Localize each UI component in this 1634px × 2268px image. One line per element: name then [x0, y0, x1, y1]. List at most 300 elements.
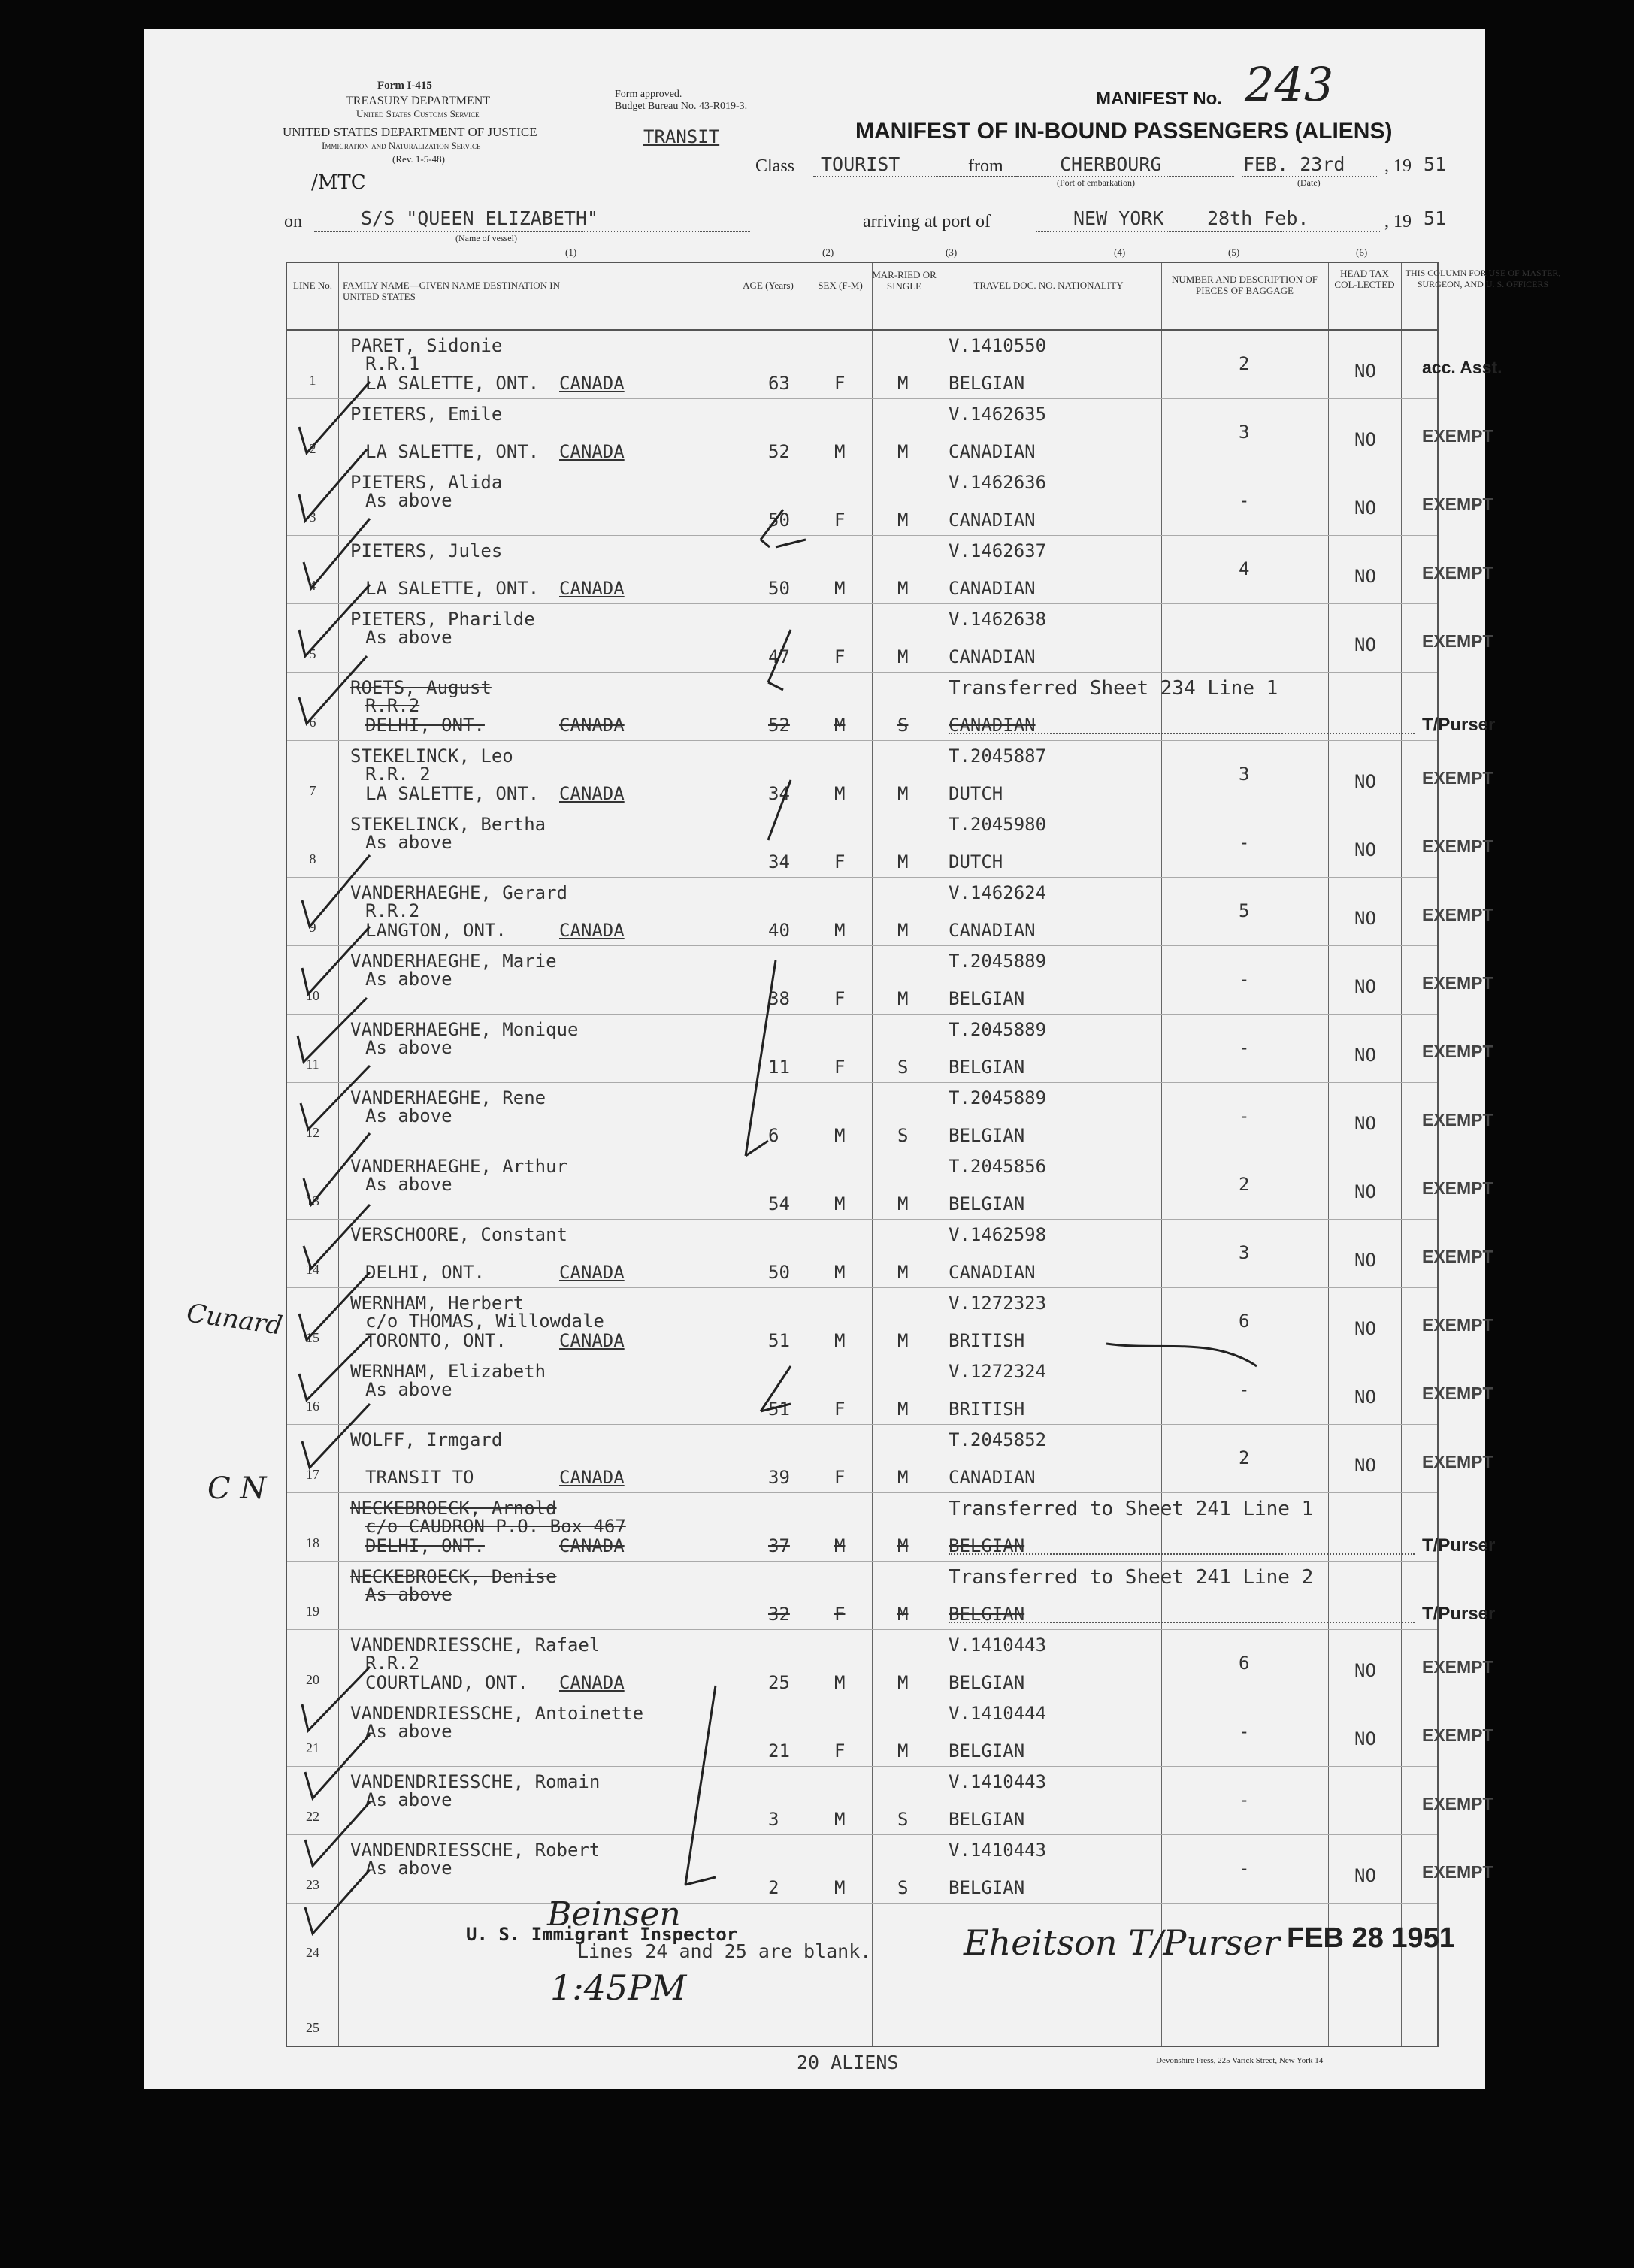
col-num-5: (5)	[1228, 246, 1240, 258]
travel-doc: V.1410443	[949, 1634, 1047, 1656]
ins-service: Immigration and Naturalization Service	[322, 140, 481, 151]
baggage-count: -	[1239, 832, 1250, 853]
baggage-count: 4	[1239, 558, 1250, 579]
line-number-25: 25	[306, 2020, 319, 2035]
nationality: DUTCH	[949, 851, 1003, 872]
marital-status: M	[897, 1467, 909, 1488]
nationality: CANADIAN	[949, 578, 1036, 599]
marital-status: M	[897, 988, 909, 1009]
inspection-time: 1:45PM	[550, 1967, 687, 2008]
travel-doc: V.1410443	[949, 1840, 1047, 1861]
arrival-date: 28th Feb.	[1207, 207, 1309, 229]
marital-status: M	[897, 783, 909, 804]
officer-note: EXEMPT	[1422, 1725, 1493, 1745]
baggage-count: 6	[1239, 1653, 1250, 1674]
col-header-married: MAR-RIED OR SINGLE	[872, 269, 937, 292]
destination-country: CANADA	[559, 715, 625, 736]
customs-service: United States Customs Service	[356, 108, 480, 119]
address-line-1: As above	[365, 627, 452, 648]
baggage-count: -	[1239, 1379, 1250, 1400]
officer-note: EXEMPT	[1422, 426, 1493, 446]
travel-doc: V.1462638	[949, 609, 1047, 630]
age: 50	[768, 578, 790, 599]
head-tax: NO	[1354, 429, 1376, 450]
head-tax: NO	[1354, 1728, 1376, 1749]
transit-label: TRANSIT	[643, 126, 720, 147]
passenger-name: VANDERHAEGHE, Gerard	[350, 882, 567, 903]
arrival-port: NEW YORK	[1073, 207, 1164, 229]
baggage-count: 2	[1239, 1447, 1250, 1468]
marital-status: S	[897, 1877, 909, 1898]
line-number: 19	[306, 1604, 319, 1619]
travel-doc: V.1272323	[949, 1293, 1047, 1314]
immigrant-inspector: U. S. Immigrant Inspector	[466, 1924, 738, 1945]
passenger-name: NECKEBROECK, Denise	[350, 1566, 557, 1587]
nationality: BELGIAN	[949, 1125, 1025, 1146]
nationality: BELGIAN	[949, 1809, 1025, 1830]
manifest-title: MANIFEST OF IN-BOUND PASSENGERS (ALIENS)	[855, 119, 1393, 144]
form-approved: Form approved.	[615, 89, 682, 100]
nationality: BELGIAN	[949, 1193, 1025, 1214]
address-line-1: As above	[365, 1379, 452, 1400]
manifest-page	[144, 29, 1561, 2089]
address-line-1: R.R.2	[365, 1653, 420, 1674]
col-num-2: (2)	[822, 246, 834, 258]
travel-doc: T.2045856	[949, 1156, 1047, 1177]
officer-note: acc. Asst.	[1422, 358, 1502, 377]
passenger-name: VANDERHAEGHE, Arthur	[350, 1156, 567, 1177]
col-header-travel-doc: TRAVEL DOC. NO. NATIONALITY	[973, 280, 1124, 291]
travel-doc: V.1462636	[949, 472, 1047, 493]
address-line-2: LA SALETTE, ONT.	[365, 783, 540, 804]
address-line-1: As above	[365, 1584, 452, 1605]
line-number: 18	[306, 1535, 319, 1550]
passenger-name: WERNHAM, Herbert	[350, 1293, 525, 1314]
nationality: BELGIAN	[949, 1535, 1025, 1556]
travel-doc: T.2045889	[949, 1019, 1047, 1040]
head-tax: NO	[1354, 1387, 1376, 1408]
baggage-count: 5	[1239, 900, 1250, 921]
age: 51	[768, 1330, 790, 1351]
officer-note: EXEMPT	[1422, 1657, 1493, 1677]
baggage-count: -	[1239, 1105, 1250, 1126]
address-line-2: COURTLAND, ONT.	[365, 1672, 528, 1693]
line-number: 11	[306, 1057, 319, 1072]
line-number: 1	[309, 373, 316, 388]
age: 34	[768, 851, 790, 872]
marital-status: M	[897, 441, 909, 462]
passenger-name: PIETERS, Emile	[350, 404, 503, 425]
travel-doc: Transferred to Sheet 241 Line 1	[949, 1498, 1314, 1520]
officer-note: EXEMPT	[1422, 1247, 1493, 1266]
travel-doc: V.1462637	[949, 540, 1047, 561]
travel-doc: T.2045889	[949, 951, 1047, 972]
officer-note: EXEMPT	[1422, 1862, 1493, 1882]
marital-status: M	[897, 851, 909, 872]
address-line-1: As above	[365, 1174, 452, 1195]
baggage-count: -	[1239, 490, 1250, 511]
baggage-count: -	[1239, 1858, 1250, 1879]
head-tax: NO	[1354, 1113, 1376, 1134]
col-header-line: LINE No.	[293, 280, 332, 291]
marital-status: M	[897, 920, 909, 941]
age: 40	[768, 920, 790, 941]
age: 63	[768, 373, 790, 394]
head-tax: NO	[1354, 566, 1376, 587]
marital-status: M	[897, 1399, 909, 1420]
baggage-count: -	[1239, 1037, 1250, 1058]
travel-doc: T.2045889	[949, 1087, 1047, 1108]
arrival-year: 51	[1424, 207, 1447, 229]
age: 51	[768, 1399, 790, 1420]
officer-note: EXEMPT	[1422, 905, 1493, 924]
line-number: 21	[306, 1740, 319, 1755]
age: 37	[768, 1535, 790, 1556]
sex: F	[834, 1399, 846, 1420]
baggage-count: 3	[1239, 1242, 1250, 1263]
line-number: 20	[306, 1672, 319, 1687]
justice-dept: UNITED STATES DEPARTMENT OF JUSTICE	[283, 125, 537, 139]
marital-status: M	[897, 1672, 909, 1693]
passenger-name: VANDENDRIESSCHE, Rafael	[350, 1634, 601, 1656]
address-line-2: TORONTO, ONT.	[365, 1330, 507, 1351]
address-line-1: As above	[365, 490, 452, 511]
margin-note-cunard: Cunard	[184, 1298, 285, 1341]
address-line-2: LA SALETTE, ONT.	[365, 373, 540, 394]
nationality: CANADIAN	[949, 920, 1036, 941]
passenger-name: VANDERHAEGHE, Rene	[350, 1087, 546, 1108]
address-line-1: R.R.2	[365, 695, 420, 716]
passenger-name: NECKEBROECK, Arnold	[350, 1498, 557, 1519]
marital-status: S	[897, 715, 909, 736]
line-number: 3	[309, 510, 316, 525]
head-tax: NO	[1354, 1455, 1376, 1476]
vessel-caption: (Name of vessel)	[455, 233, 517, 243]
address-line-1: As above	[365, 1721, 452, 1742]
age: 25	[768, 1672, 790, 1693]
baggage-count: -	[1239, 969, 1250, 990]
passenger-name: VANDENDRIESSCHE, Robert	[350, 1840, 601, 1861]
line-number: 17	[306, 1467, 319, 1482]
baggage-count: 3	[1239, 764, 1250, 785]
sex: F	[834, 646, 846, 667]
sex: M	[834, 783, 846, 804]
nationality: CANADIAN	[949, 510, 1036, 531]
line-number: 14	[306, 1262, 319, 1277]
travel-doc: V.1410443	[949, 1771, 1047, 1792]
officer-note: EXEMPT	[1422, 631, 1493, 651]
age: 34	[768, 783, 790, 804]
baggage-count: 6	[1239, 1311, 1250, 1332]
officer-note: EXEMPT	[1422, 1794, 1493, 1813]
travel-doc: T.2045887	[949, 745, 1047, 767]
sex: F	[834, 988, 846, 1009]
passenger-name: VERSCHOORE, Constant	[350, 1224, 567, 1245]
line-number: 8	[309, 851, 316, 866]
total-aliens: 20 ALIENS	[797, 2052, 899, 2073]
travel-doc: V.1272324	[949, 1361, 1047, 1382]
line-number: 9	[309, 920, 316, 935]
line-number: 16	[306, 1399, 319, 1414]
sex: F	[834, 510, 846, 531]
departure-year: 51	[1424, 153, 1447, 175]
travel-doc: T.2045852	[949, 1429, 1047, 1450]
line-number: 13	[306, 1193, 319, 1208]
travel-doc: V.1462624	[949, 882, 1047, 903]
sex: F	[834, 1057, 846, 1078]
address-line-1: c/o CAUDRON P.O. Box 467	[365, 1516, 626, 1537]
on-label: on	[284, 212, 302, 231]
col-num-6: (6)	[1356, 246, 1368, 258]
line-number: 15	[306, 1330, 319, 1345]
manifest-number: 243	[1245, 57, 1334, 112]
head-tax: NO	[1354, 634, 1376, 655]
officer-note: T/Purser	[1422, 1535, 1496, 1556]
nationality: DUTCH	[949, 783, 1003, 804]
baggage-count: 2	[1239, 353, 1250, 374]
passenger-name: WERNHAM, Elizabeth	[350, 1361, 546, 1382]
nationality: CANADIAN	[949, 441, 1036, 462]
mtc-mark: /MTC	[311, 171, 366, 194]
col-header-baggage: NUMBER AND DESCRIPTION OF PIECES OF BAGGAGE	[1172, 274, 1318, 296]
depart-year-prefix: , 19	[1384, 156, 1412, 176]
marital-status: S	[897, 1809, 909, 1830]
officer-note: EXEMPT	[1422, 1383, 1493, 1403]
address-line-2: TRANSIT TO	[365, 1467, 474, 1488]
travel-doc: T.2045980	[949, 814, 1047, 835]
officer-note: EXEMPT	[1422, 1110, 1493, 1129]
age: 21	[768, 1740, 790, 1761]
col-header-head-tax: HEAD TAX COL-LECTED	[1334, 268, 1395, 290]
destination-country: CANADA	[559, 373, 625, 394]
head-tax: NO	[1354, 1045, 1376, 1066]
head-tax: NO	[1354, 1318, 1376, 1339]
margin-note-cn: C N	[207, 1471, 267, 1506]
address-line-1: As above	[365, 1105, 452, 1126]
nationality: BELGIAN	[949, 373, 1025, 394]
passenger-name: VANDERHAEGHE, Monique	[350, 1019, 579, 1040]
class-value: TOURIST	[821, 153, 900, 175]
address-line-2: LA SALETTE, ONT.	[365, 441, 540, 462]
marital-status: M	[897, 373, 909, 394]
officer-note: EXEMPT	[1422, 973, 1493, 993]
marital-status: S	[897, 1057, 909, 1078]
head-tax: NO	[1354, 839, 1376, 860]
passenger-name: WOLFF, Irmgard	[350, 1429, 503, 1450]
passenger-name: PARET, Sidonie	[350, 335, 503, 356]
age: 38	[768, 988, 790, 1009]
sex: F	[834, 1740, 846, 1761]
class-label: Class	[755, 156, 795, 176]
nationality: CANADIAN	[949, 646, 1036, 667]
destination-country: CANADA	[559, 441, 625, 462]
marital-status: M	[897, 1193, 909, 1214]
nationality: BRITISH	[949, 1330, 1025, 1351]
passenger-name: PIETERS, Pharilde	[350, 609, 535, 630]
marital-status: M	[897, 1604, 909, 1625]
passenger-name: VANDENDRIESSCHE, Antoinette	[350, 1703, 644, 1724]
address-line-1: As above	[365, 1789, 452, 1810]
printer-imprint: Devonshire Press, 225 Varick Street, New York 14	[1156, 2056, 1324, 2065]
destination-country: CANADA	[559, 920, 625, 941]
officer-note: EXEMPT	[1422, 1452, 1493, 1471]
destination-country: CANADA	[559, 1535, 625, 1556]
head-tax: NO	[1354, 1181, 1376, 1202]
destination-country: CANADA	[559, 1262, 625, 1283]
port-embark-caption: (Port of embarkation)	[1057, 177, 1135, 188]
passenger-name: VANDENDRIESSCHE, Romain	[350, 1771, 601, 1792]
age: 50	[768, 510, 790, 531]
marital-status: M	[897, 1535, 909, 1556]
nationality: CANADIAN	[949, 715, 1036, 736]
age: 39	[768, 1467, 790, 1488]
passenger-name: STEKELINCK, Leo	[350, 745, 513, 767]
baggage-count: 2	[1239, 1174, 1250, 1195]
address-line-1: R.R.1	[365, 353, 420, 374]
col-header-sex: SEX (F-M)	[818, 280, 863, 291]
sex: F	[834, 851, 846, 872]
vessel-name: S/S "QUEEN ELIZABETH"	[361, 207, 599, 229]
arrive-year-prefix: , 19	[1384, 212, 1412, 231]
marital-status: M	[897, 646, 909, 667]
baggage-count: -	[1239, 1789, 1250, 1810]
sex: M	[834, 1262, 846, 1283]
line-number: 6	[309, 715, 316, 730]
address-line-2: DELHI, ONT.	[365, 715, 485, 736]
address-line-1: As above	[365, 969, 452, 990]
officer-note: EXEMPT	[1422, 1042, 1493, 1061]
col-num-1: (1)	[565, 246, 577, 258]
age: 2	[768, 1877, 779, 1898]
passenger-name: STEKELINCK, Bertha	[350, 814, 546, 835]
address-line-1: As above	[365, 832, 452, 853]
travel-doc: Transferred Sheet 234 Line 1	[949, 677, 1278, 700]
passenger-name: ROETS, August	[350, 677, 492, 698]
address-line-2: LANGTON, ONT.	[365, 920, 507, 941]
line-number: 10	[306, 988, 319, 1003]
officer-note: EXEMPT	[1422, 1315, 1493, 1335]
officer-note: T/Purser	[1422, 1604, 1496, 1624]
date-caption: (Date)	[1297, 177, 1321, 188]
nationality: BELGIAN	[949, 1877, 1025, 1898]
marital-status: M	[897, 510, 909, 531]
travel-doc: V.1410444	[949, 1703, 1047, 1724]
sex: F	[834, 1604, 846, 1625]
nationality: CANADIAN	[949, 1262, 1036, 1283]
sex: M	[834, 715, 846, 736]
marital-status: M	[897, 1330, 909, 1351]
officer-note: EXEMPT	[1422, 1178, 1493, 1198]
date-stamp: FEB 28 1951	[1287, 1922, 1455, 1954]
travel-doc: V.1410550	[949, 335, 1047, 356]
col-header-name: FAMILY NAME—GIVEN NAME DESTINATION IN UNITED STATES	[343, 280, 561, 302]
nationality: BELGIAN	[949, 1672, 1025, 1693]
sex: F	[834, 1467, 846, 1488]
line-number: 7	[309, 783, 316, 798]
head-tax: NO	[1354, 497, 1376, 519]
treasury-dept: TREASURY DEPARTMENT	[346, 95, 491, 107]
officer-note: EXEMPT	[1422, 563, 1493, 582]
departure-date: FEB. 23rd	[1243, 153, 1345, 175]
passenger-name: VANDERHAEGHE, Marie	[350, 951, 557, 972]
line-number: 22	[306, 1809, 319, 1824]
officer-note: T/Purser	[1422, 715, 1496, 735]
nationality: BRITISH	[949, 1399, 1025, 1420]
officer-note: EXEMPT	[1422, 768, 1493, 788]
age: 11	[768, 1057, 790, 1078]
sex: M	[834, 1535, 846, 1556]
from-label: from	[968, 156, 1003, 176]
line-number: 23	[306, 1877, 319, 1892]
destination-country: CANADA	[559, 1672, 625, 1693]
age: 6	[768, 1125, 779, 1146]
col-header-age: AGE (Years)	[743, 280, 794, 291]
passenger-name: PIETERS, Jules	[350, 540, 503, 561]
travel-doc: V.1462635	[949, 404, 1047, 425]
age: 52	[768, 715, 790, 736]
head-tax: NO	[1354, 1250, 1376, 1271]
sex: F	[834, 373, 846, 394]
passenger-name: PIETERS, Alida	[350, 472, 503, 493]
inspector-signature: Beinsen	[547, 1895, 681, 1934]
blank-lines-note: Lines 24 and 25 are blank.	[577, 1940, 872, 1962]
head-tax: NO	[1354, 908, 1376, 929]
age: 50	[768, 1262, 790, 1283]
sex: M	[834, 1672, 846, 1693]
address-line-2: DELHI, ONT.	[365, 1535, 485, 1556]
head-tax: NO	[1354, 361, 1376, 382]
col-num-4: (4)	[1114, 246, 1126, 258]
nationality: BELGIAN	[949, 1740, 1025, 1761]
address-line-1: c/o THOMAS, Willowdale	[365, 1311, 604, 1332]
budget-bureau: Budget Bureau No. 43-R019-3.	[615, 101, 748, 112]
baggage-count: -	[1239, 1721, 1250, 1742]
destination-country: CANADA	[559, 578, 625, 599]
sex: M	[834, 1877, 846, 1898]
address-line-2: DELHI, ONT.	[365, 1262, 485, 1283]
travel-doc: V.1462598	[949, 1224, 1047, 1245]
sex: M	[834, 920, 846, 941]
sex: M	[834, 1125, 846, 1146]
line-number: 5	[309, 646, 316, 661]
age: 47	[768, 646, 790, 667]
line-number-24: 24	[306, 1945, 319, 1960]
purser-signature: Eheitson T/Purser	[964, 1922, 1280, 1963]
sex: M	[834, 578, 846, 599]
marital-status: M	[897, 1740, 909, 1761]
head-tax: NO	[1354, 1660, 1376, 1681]
nationality: BELGIAN	[949, 1057, 1025, 1078]
baggage-count: 3	[1239, 422, 1250, 443]
arriving-label: arriving at port of	[863, 212, 991, 231]
age: 32	[768, 1604, 790, 1625]
address-line-1: As above	[365, 1858, 452, 1879]
port-of-embarkation: CHERBOURG	[1060, 153, 1162, 175]
destination-country: CANADA	[559, 1330, 625, 1351]
age: 52	[768, 441, 790, 462]
age: 3	[768, 1809, 779, 1830]
line-number: 12	[306, 1125, 319, 1140]
col-header-officers: THIS COLUMN FOR USE OF MASTER, SURGEON, AND U. S. OFFICERS	[1405, 268, 1561, 289]
address-line-1: R.R.2	[365, 900, 420, 921]
sex: M	[834, 1809, 846, 1830]
manifest-no-label: MANIFEST No.	[1096, 89, 1222, 109]
nationality: BELGIAN	[949, 1604, 1025, 1625]
sex: M	[834, 1193, 846, 1214]
travel-doc: Transferred to Sheet 241 Line 2	[949, 1566, 1314, 1589]
officer-note: EXEMPT	[1422, 494, 1493, 514]
head-tax: NO	[1354, 976, 1376, 997]
